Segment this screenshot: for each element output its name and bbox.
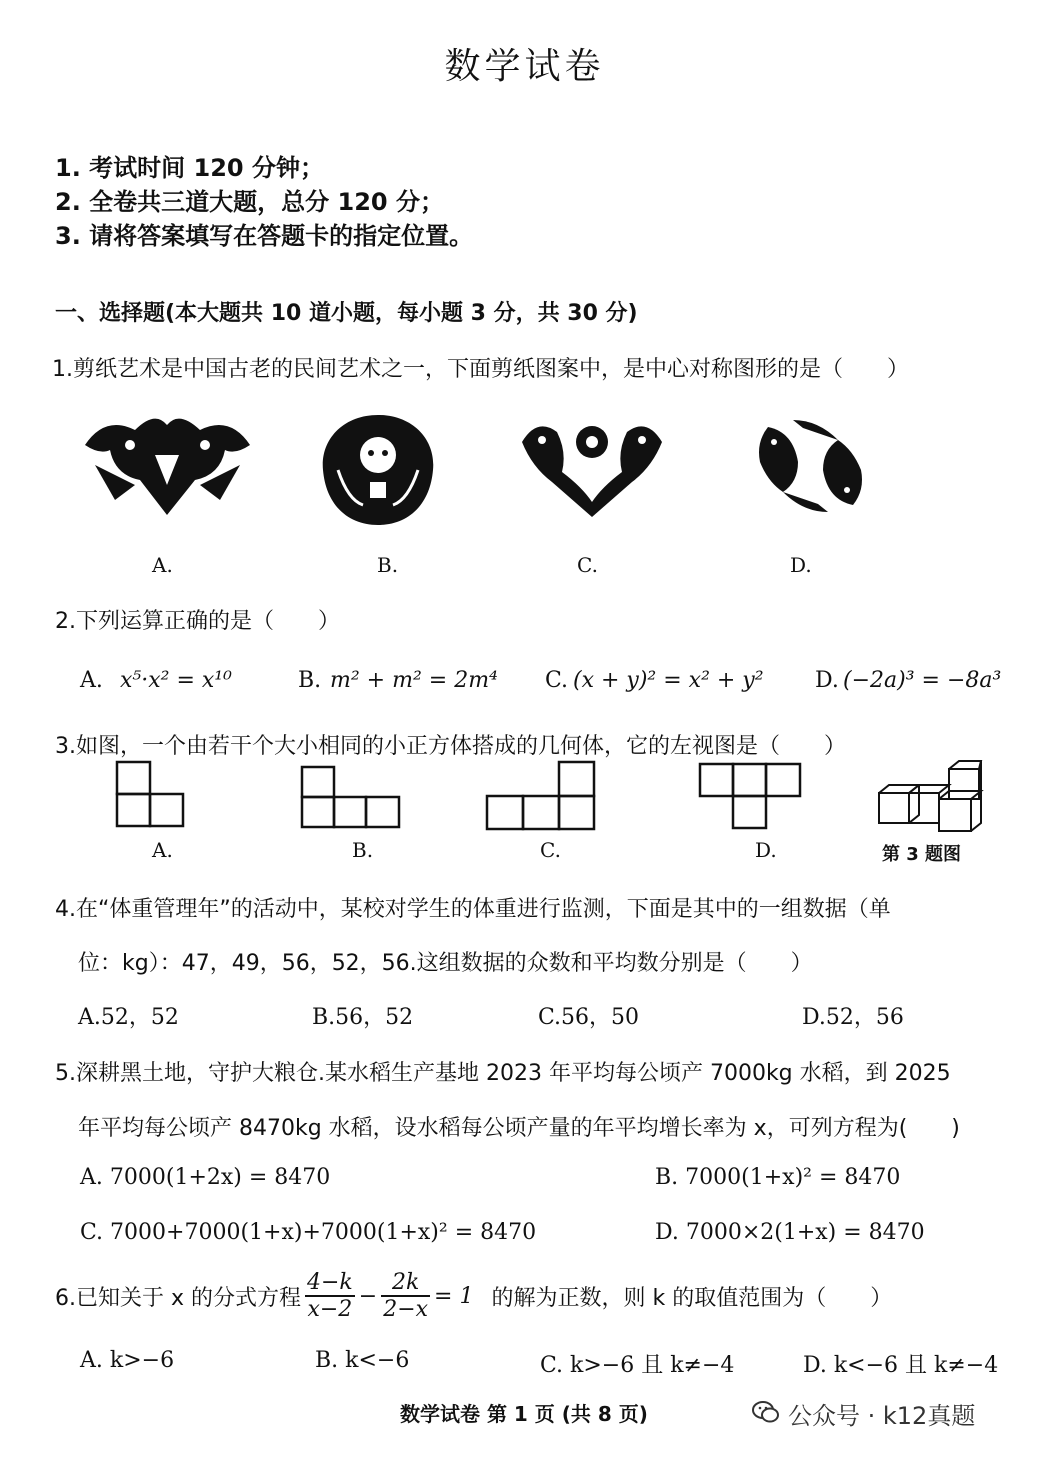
q2-option-a-label: A.: [80, 668, 103, 693]
q1-stem: 1.剪纸艺术是中国古老的民间艺术之一，下面剪纸图案中，是中心对称图形的是（ ）: [52, 357, 909, 382]
q6-option-b: B. k<−6: [315, 1348, 410, 1373]
note-2: 2. 全卷共三道大题，总分 120 分；: [55, 188, 444, 216]
q2-option-b-label: B.: [298, 668, 322, 693]
q2-option-d-label: D.: [815, 668, 839, 693]
q2-option-c-expr: (x + y)² = x² + y²: [573, 668, 764, 693]
q6-fraction-1: [305, 1270, 355, 1322]
q2-option-a-expr: x⁵·x² = x¹⁰: [120, 668, 232, 693]
q6-fraction-2-denominator: 2−x: [383, 1297, 429, 1322]
q3-figure-caption: 第 3 题图: [882, 844, 962, 865]
q5-option-c: C. 7000+7000(1+x)+7000(1+x)² = 8470: [80, 1220, 537, 1245]
q3-stem: 3.如图，一个由若干个大小相同的小正方体搭成的几何体，它的左视图是（ ）: [55, 734, 846, 759]
q3-option-c-label: C.: [540, 838, 561, 862]
left-view-option-b-figure: [300, 765, 402, 830]
q4-option-d: D.52，56: [802, 1005, 904, 1030]
q6-minus-sign: −: [358, 1283, 378, 1309]
note-1: 1. 考试时间 120 分钟；: [55, 154, 324, 182]
q6-fraction-1-numerator: 4−k: [307, 1270, 353, 1295]
q4-stem-line1: 4.在“体重管理年”的活动中，某校对学生的体重进行监测，下面是其中的一组数据（单: [55, 897, 891, 922]
q1-option-a-label: A.: [152, 553, 173, 577]
q5-stem-line2: 年平均每公顷产 8470kg 水稻，设水稻每公顷产量的年平均增长率为 x，可列方程为( ): [78, 1116, 960, 1141]
q5-stem-line1: 5.深耕黑土地，守护大粮仓.某水稻生产基地 2023 年平均每公顷产 7000kg 水稻，到 2025: [55, 1061, 951, 1086]
q5-option-b: B. 7000(1+x)² = 8470: [655, 1165, 901, 1190]
page-title: 数学试卷: [444, 46, 605, 87]
q4-option-a: A.52，52: [78, 1005, 179, 1030]
left-view-option-a-figure: [115, 760, 185, 830]
q1-option-d-label: D.: [790, 553, 812, 577]
q6-fraction-2: [381, 1270, 430, 1322]
q6-stem-post: 的解为正数，则 k 的取值范围为（ ）: [491, 1285, 893, 1311]
left-view-option-d-figure: [698, 762, 803, 830]
papercut-phoenix-image: [512, 412, 672, 520]
q2-option-c-label: C.: [545, 668, 569, 693]
q3-option-b-label: B.: [352, 838, 374, 862]
papercut-fish-image: [748, 412, 873, 520]
papercut-child-image: [318, 410, 438, 528]
q4-option-c: C.56，50: [538, 1005, 640, 1030]
watermark-text: 公众号 · k12真题: [788, 1402, 976, 1430]
q2-stem: 2.下列运算正确的是（ ）: [55, 609, 340, 634]
left-view-option-c-figure: [485, 760, 597, 832]
q6-stem-pre: 6.已知关于 x 的分式方程: [55, 1285, 301, 1311]
q6-option-d: D. k<−6 且 k≠−4: [803, 1353, 999, 1378]
papercut-dragons-image: [75, 405, 260, 525]
note-3: 3. 请将答案填写在答题卡的指定位置。: [55, 222, 474, 250]
q3-option-a-label: A.: [152, 838, 173, 862]
q5-option-d: D. 7000×2(1+x) = 8470: [655, 1220, 925, 1245]
q4-option-b: B.56，52: [312, 1005, 414, 1030]
q6-equals: = 1: [434, 1283, 474, 1309]
q3-option-d-label: D.: [755, 838, 777, 862]
q4-stem-line2: 位：kg）：47，49，56，52，56.这组数据的众数和平均数分别是（ ）: [78, 951, 813, 976]
q2-option-b-expr: m² + m² = 2m⁴: [330, 668, 498, 693]
page-footer: 数学试卷 第 1 页 (共 8 页): [400, 1402, 648, 1426]
q6-option-c: C. k>−6 且 k≠−4: [540, 1353, 735, 1378]
q5-option-a: A. 7000(1+2x) = 8470: [80, 1165, 331, 1190]
cube-solid-figure: [875, 755, 985, 837]
q6-fraction-2-numerator: 2k: [381, 1270, 430, 1297]
q1-option-b-label: B.: [377, 553, 399, 577]
q6-fraction-1-denominator: x−2: [307, 1297, 353, 1322]
section-heading: 一、选择题(本大题共 10 道小题，每小题 3 分，共 30 分): [55, 301, 638, 326]
q1-option-c-label: C.: [577, 553, 598, 577]
q6-stem: [55, 1270, 892, 1322]
q6-option-a: A. k>−6: [80, 1348, 175, 1373]
wechat-icon: [752, 1400, 780, 1424]
q2-option-d-expr: (−2a)³ = −8a³: [843, 668, 1002, 693]
